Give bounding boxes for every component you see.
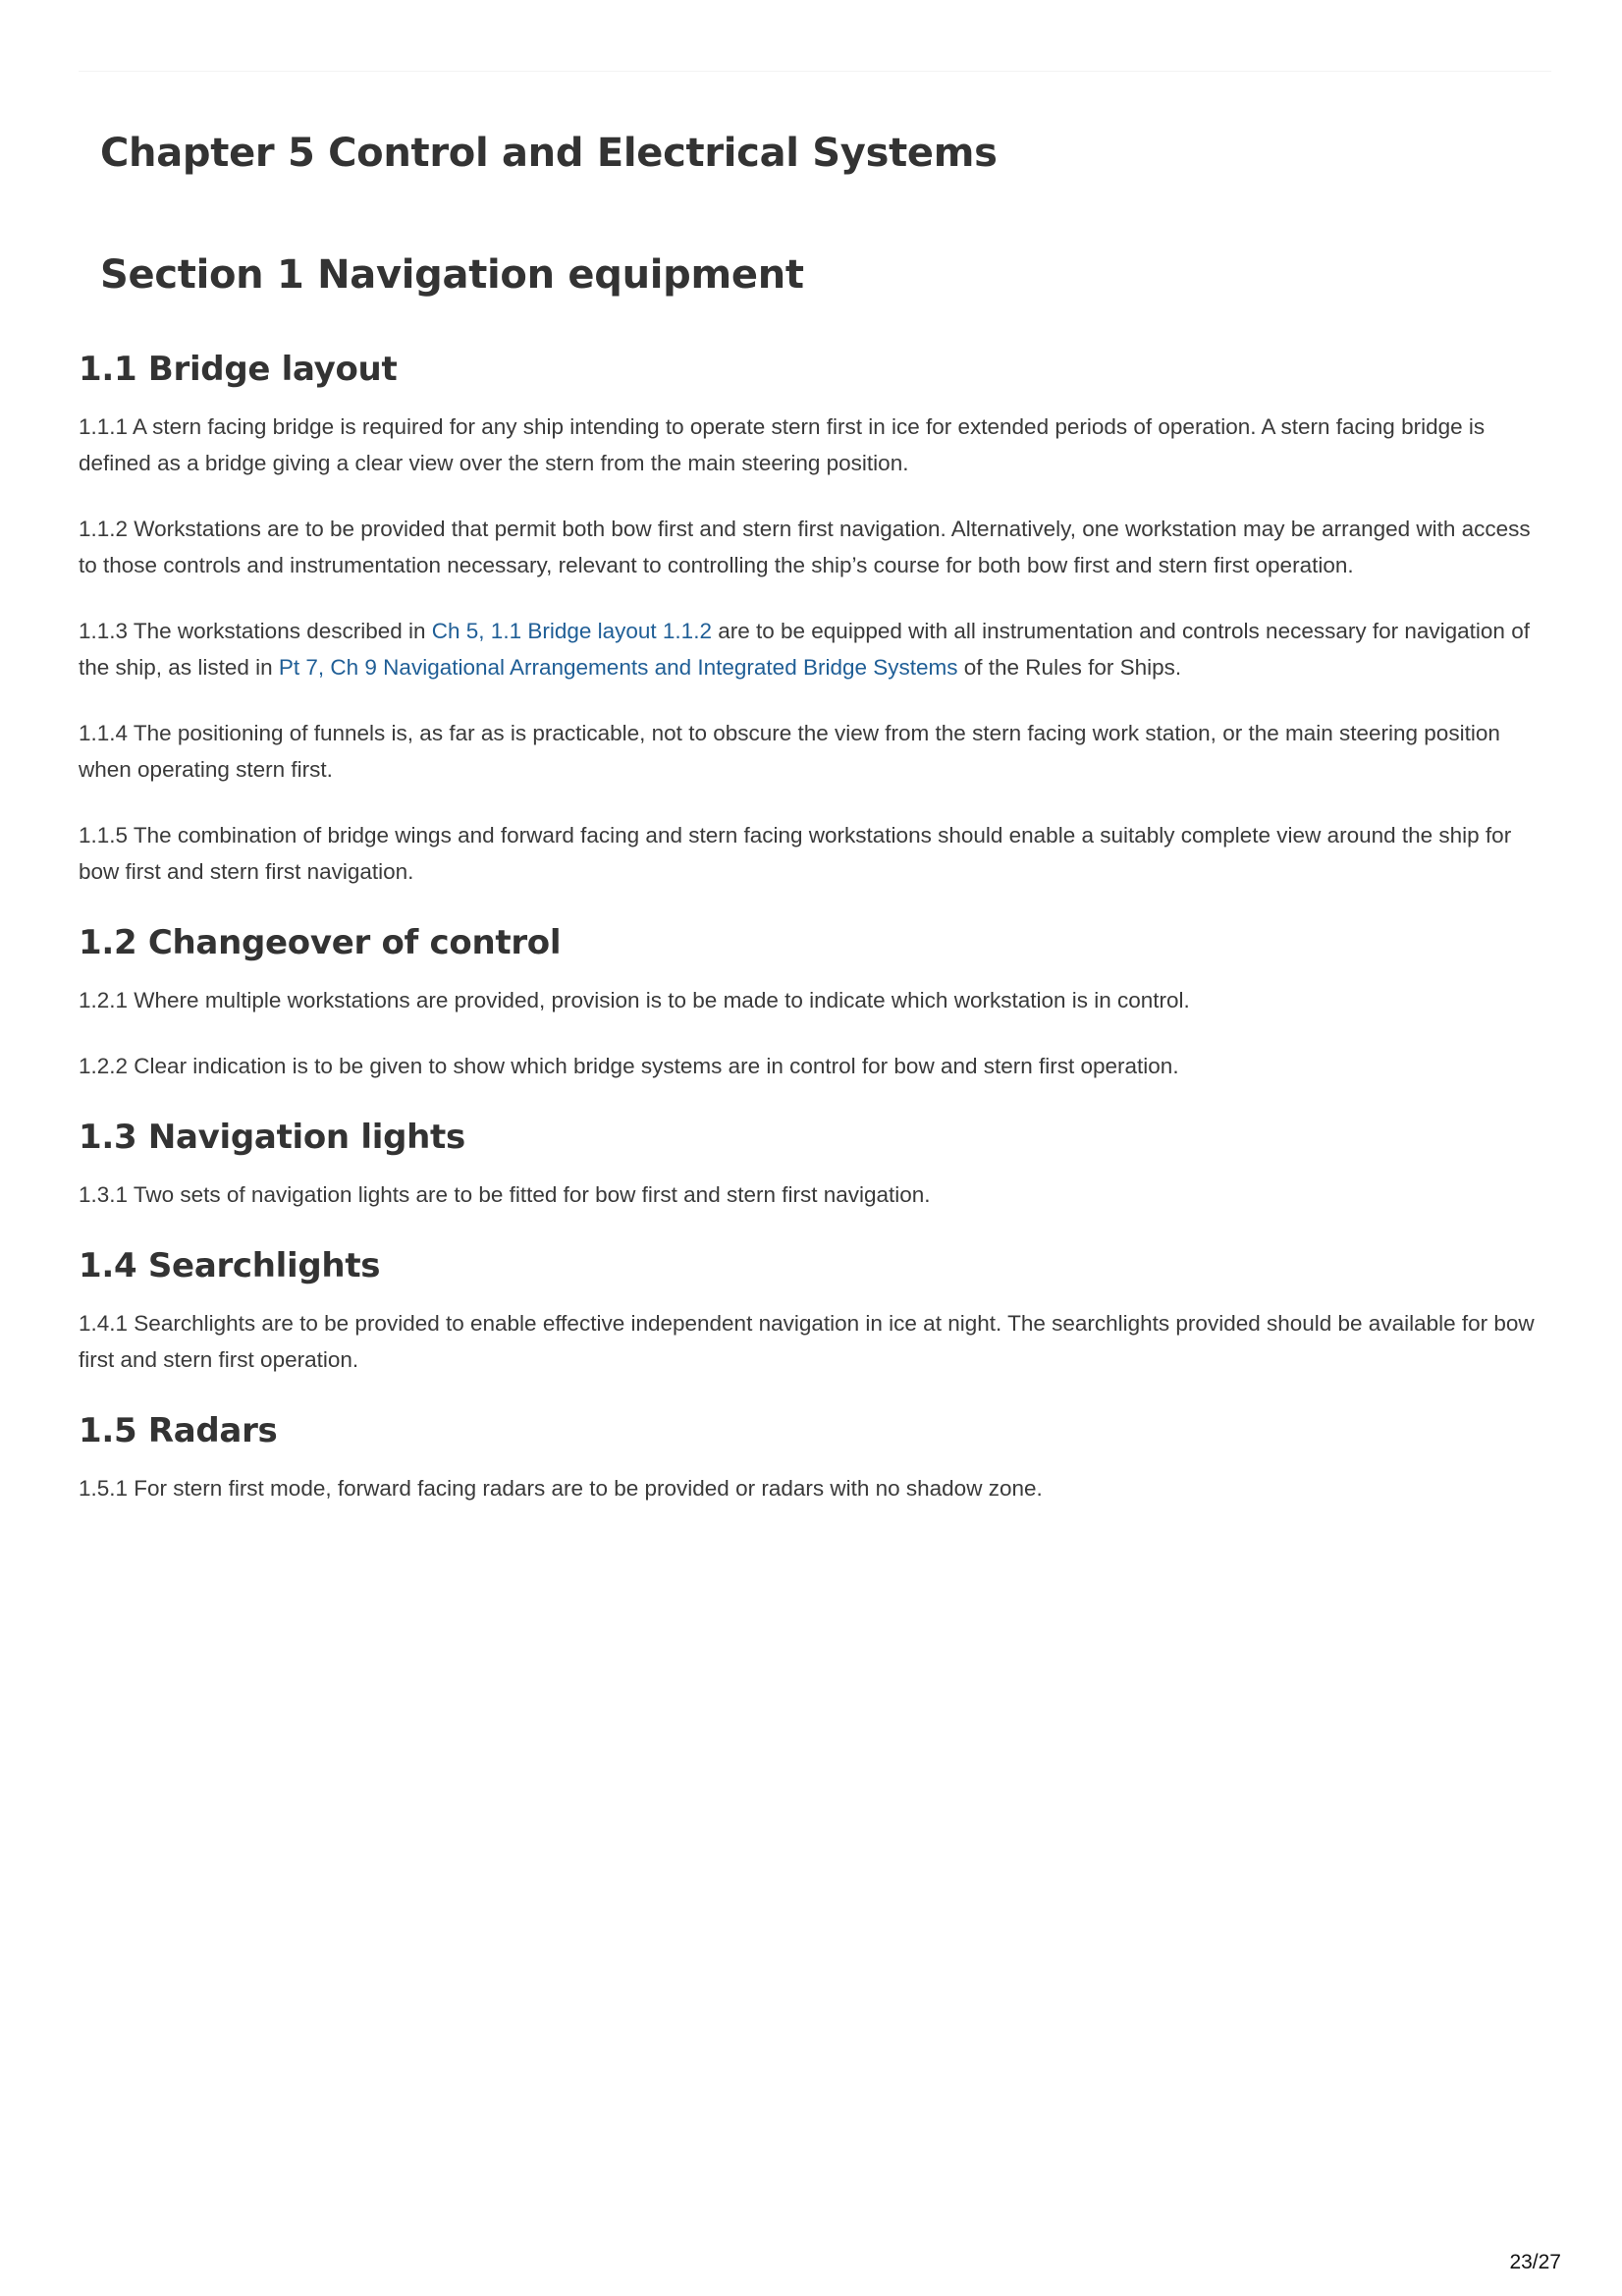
link-ch5-bridge-layout[interactable]: Ch 5, 1.1 Bridge layout 1.1.2 [431, 619, 712, 643]
subsection-heading-bridge-layout: 1.1 Bridge layout [79, 350, 398, 389]
clause-1-1-3-text-middle: are to be equipped with all instrumentation and controls necessary for navigation of the ship, as listed in [79, 619, 1530, 680]
clause-1-1-1: 1.1.1 A stern facing bridge is required for any ship intending to operate stern first in ice for extended periods of operation. A stern facing bridge is defined as a bridge giving a clear view over the stern from the main steering position. [79, 414, 1486, 475]
subsection-heading-navigation-lights: 1.3 Navigation lights [79, 1118, 465, 1157]
clause-1-1-3-text-start: 1.1.3 The workstations described in [79, 619, 432, 643]
clause-1-2-2: 1.2.2 Clear indication is to be given to show which bridge systems are in control for bow and stern first operation. [79, 1054, 1179, 1078]
chapter-title: Chapter 5 Control and Electrical Systems [100, 131, 998, 176]
clause-1-1-3-text-end: of the Rules for Ships. [957, 655, 1182, 680]
clause-1-1-5: 1.1.5 The combination of bridge wings and forward facing and stern facing workstations should enable a suitably complete view around the ship for bow first and stern first navigation. [79, 823, 1512, 884]
page-number: 23/27 [1509, 2251, 1561, 2273]
subsection-heading-radars: 1.5 Radars [79, 1411, 278, 1450]
clause-1-1-4: 1.1.4 The positioning of funnels is, as far as is practicable, not to obscure the view from the stern facing work station, or the main steering position when operating stern first. [79, 721, 1500, 782]
clause-1-4-1: 1.4.1 Searchlights are to be provided to enable effective independent navigation in ice at night. The searchlights provided should be available for bow first and stern first operation. [79, 1311, 1535, 1372]
clause-1-5-1: 1.5.1 For stern first mode, forward facing radars are to be provided or radars with no shadow zone. [79, 1476, 1043, 1501]
document-body [79, 118, 1551, 1524]
top-divider [79, 71, 1551, 72]
subsection-heading-searchlights: 1.4 Searchlights [79, 1246, 381, 1285]
clause-1-1-2: 1.1.2 Workstations are to be provided that permit both bow first and stern first navigation. Alternatively, one workstation may be arranged with access to those controls and instrumentation necessary, relevant to controlling the ship’s course for both bow first and stern first operation. [79, 517, 1531, 577]
clause-1-2-1: 1.2.1 Where multiple workstations are provided, provision is to be made to indicate which workstation is in control. [79, 988, 1190, 1012]
subsection-heading-changeover-of-control: 1.2 Changeover of control [79, 923, 562, 962]
section-title: Section 1 Navigation equipment [100, 252, 804, 298]
clause-1-1-3 [79, 613, 1551, 685]
clause-1-3-1: 1.3.1 Two sets of navigation lights are to be fitted for bow first and stern first navigation. [79, 1182, 931, 1207]
link-pt7-ch9-navigational-arrangements[interactable]: Pt 7, Ch 9 Navigational Arrangements and Integrated Bridge Systems [278, 655, 958, 680]
